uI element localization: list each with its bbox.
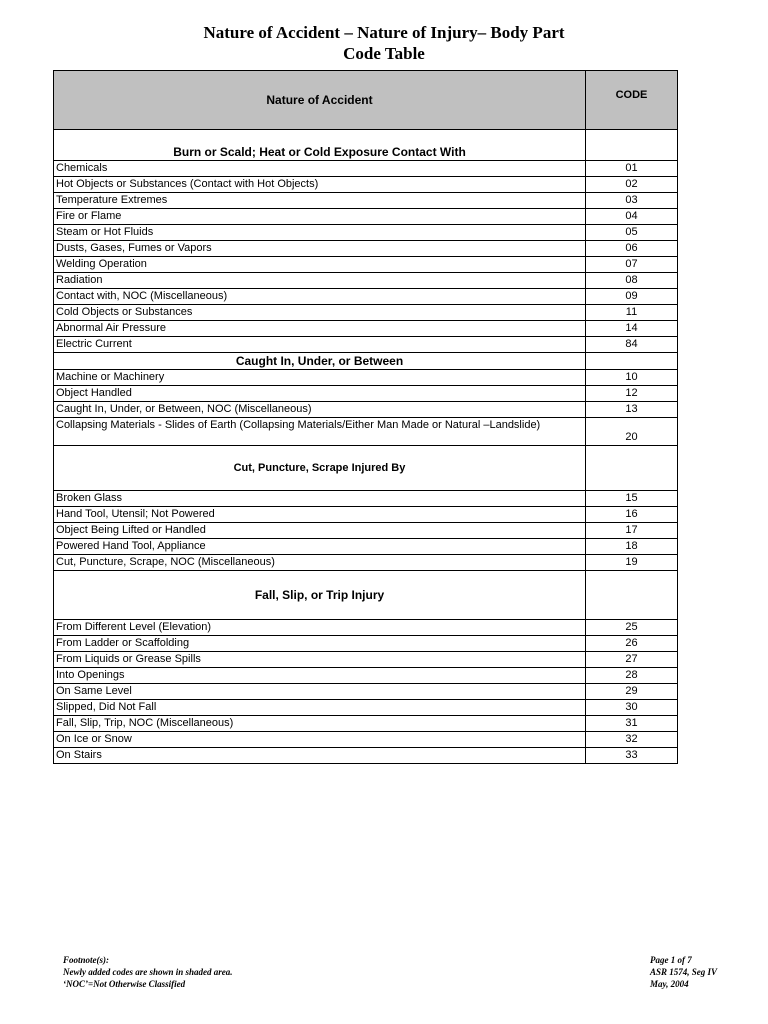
header-nature-of-accident: Nature of Accident (54, 71, 586, 130)
page-title: Nature of Accident – Nature of Injury– Body Part (203, 23, 565, 42)
table-row (54, 402, 678, 418)
table-header-row (54, 71, 678, 130)
nature-cell: From Liquids or Grease Spills (54, 652, 586, 668)
table-row (54, 507, 678, 523)
code-cell: 03 (586, 193, 678, 209)
section-heading-code-cell (586, 446, 678, 491)
code-table (53, 70, 678, 764)
table-row (54, 716, 678, 732)
table-row (54, 418, 678, 446)
code-cell: 12 (586, 386, 678, 402)
code-cell: 04 (586, 209, 678, 225)
nature-cell: On Ice or Snow (54, 732, 586, 748)
header-code: CODE (586, 71, 678, 130)
nature-cell: Broken Glass (54, 491, 586, 507)
nature-cell: Slipped, Did Not Fall (54, 700, 586, 716)
table-row (54, 241, 678, 257)
code-cell: 10 (586, 370, 678, 386)
nature-cell: Object Handled (54, 386, 586, 402)
nature-cell: Collapsing Materials - Slides of Earth (Collapsing Materials/Either Man Made or Natural –Landslide) (54, 418, 586, 446)
table-row (54, 321, 678, 337)
code-cell: 26 (586, 636, 678, 652)
table-row (54, 225, 678, 241)
table-row (54, 620, 678, 636)
section-heading: Caught In, Under, or Between (54, 353, 586, 370)
page-info (650, 954, 717, 990)
table-row (54, 732, 678, 748)
footnote-shaded-note: Newly added codes are shown in shaded area. (63, 967, 233, 977)
section-heading-row (54, 353, 678, 370)
code-cell: 19 (586, 555, 678, 571)
code-cell: 31 (586, 716, 678, 732)
nature-cell: On Same Level (54, 684, 586, 700)
nature-cell: Steam or Hot Fluids (54, 225, 586, 241)
section-heading-code-cell (586, 130, 678, 161)
table-row (54, 193, 678, 209)
code-cell: 25 (586, 620, 678, 636)
code-cell: 01 (586, 161, 678, 177)
table-row (54, 177, 678, 193)
nature-cell: From Ladder or Scaffolding (54, 636, 586, 652)
table-row (54, 273, 678, 289)
section-heading: Cut, Puncture, Scrape Injured By (54, 446, 586, 491)
document-reference: ASR 1574, Seg IV (650, 967, 718, 977)
page-subtitle: Code Table (343, 44, 425, 63)
document-date: May, 2004 (650, 979, 689, 989)
code-cell: 28 (586, 668, 678, 684)
nature-cell: Radiation (54, 273, 586, 289)
table-row (54, 748, 678, 764)
nature-cell: Powered Hand Tool, Appliance (54, 539, 586, 555)
code-cell: 15 (586, 491, 678, 507)
nature-cell: From Different Level (Elevation) (54, 620, 586, 636)
nature-cell: Hand Tool, Utensil; Not Powered (54, 507, 586, 523)
code-cell: 02 (586, 177, 678, 193)
code-cell: 20 (586, 418, 678, 446)
nature-cell: Dusts, Gases, Fumes or Vapors (54, 241, 586, 257)
nature-cell: Welding Operation (54, 257, 586, 273)
table-row (54, 652, 678, 668)
code-cell: 84 (586, 337, 678, 353)
footnotes (63, 954, 233, 990)
code-cell: 30 (586, 700, 678, 716)
section-heading: Burn or Scald; Heat or Cold Exposure Contact With (54, 130, 586, 161)
nature-cell: Electric Current (54, 337, 586, 353)
code-cell: 29 (586, 684, 678, 700)
table-row (54, 700, 678, 716)
code-cell: 16 (586, 507, 678, 523)
code-cell: 11 (586, 305, 678, 321)
code-cell: 09 (586, 289, 678, 305)
table-row (54, 636, 678, 652)
code-cell: 13 (586, 402, 678, 418)
nature-cell: Caught In, Under, or Between, NOC (Miscellaneous) (54, 402, 586, 418)
code-cell: 07 (586, 257, 678, 273)
nature-cell: Fire or Flame (54, 209, 586, 225)
code-cell: 08 (586, 273, 678, 289)
table-row (54, 539, 678, 555)
nature-cell: Temperature Extremes (54, 193, 586, 209)
table-row (54, 209, 678, 225)
section-heading-row (54, 446, 678, 491)
code-cell: 05 (586, 225, 678, 241)
code-cell: 27 (586, 652, 678, 668)
table-row (54, 491, 678, 507)
code-cell: 18 (586, 539, 678, 555)
section-heading-row (54, 130, 678, 161)
table-row (54, 337, 678, 353)
section-heading-code-cell (586, 571, 678, 620)
page-number: Page 1 of 7 (650, 955, 692, 965)
table-row (54, 370, 678, 386)
table-row (54, 555, 678, 571)
nature-cell: Chemicals (54, 161, 586, 177)
footnote-label: Footnote(s): (63, 955, 109, 965)
nature-cell: Abnormal Air Pressure (54, 321, 586, 337)
code-cell: 17 (586, 523, 678, 539)
nature-cell: Fall, Slip, Trip, NOC (Miscellaneous) (54, 716, 586, 732)
table-row (54, 684, 678, 700)
table-row (54, 668, 678, 684)
nature-cell: Hot Objects or Substances (Contact with Hot Objects) (54, 177, 586, 193)
section-heading: Fall, Slip, or Trip Injury (54, 571, 586, 620)
nature-cell: Cut, Puncture, Scrape, NOC (Miscellaneous) (54, 555, 586, 571)
table-row (54, 386, 678, 402)
nature-cell: Cold Objects or Substances (54, 305, 586, 321)
nature-cell: Object Being Lifted or Handled (54, 523, 586, 539)
footnote-noc-note: ‘NOC’=Not Otherwise Classified (63, 979, 186, 989)
table-row (54, 161, 678, 177)
table-row (54, 289, 678, 305)
table-body (54, 130, 678, 764)
code-cell: 06 (586, 241, 678, 257)
table-row (54, 523, 678, 539)
nature-cell: Machine or Machinery (54, 370, 586, 386)
section-heading-row (54, 571, 678, 620)
nature-cell: Into Openings (54, 668, 586, 684)
nature-cell: Contact with, NOC (Miscellaneous) (54, 289, 586, 305)
code-cell: 32 (586, 732, 678, 748)
table-row (54, 305, 678, 321)
code-cell: 14 (586, 321, 678, 337)
table-row (54, 257, 678, 273)
code-cell: 33 (586, 748, 678, 764)
nature-cell: On Stairs (54, 748, 586, 764)
section-heading-code-cell (586, 353, 678, 370)
